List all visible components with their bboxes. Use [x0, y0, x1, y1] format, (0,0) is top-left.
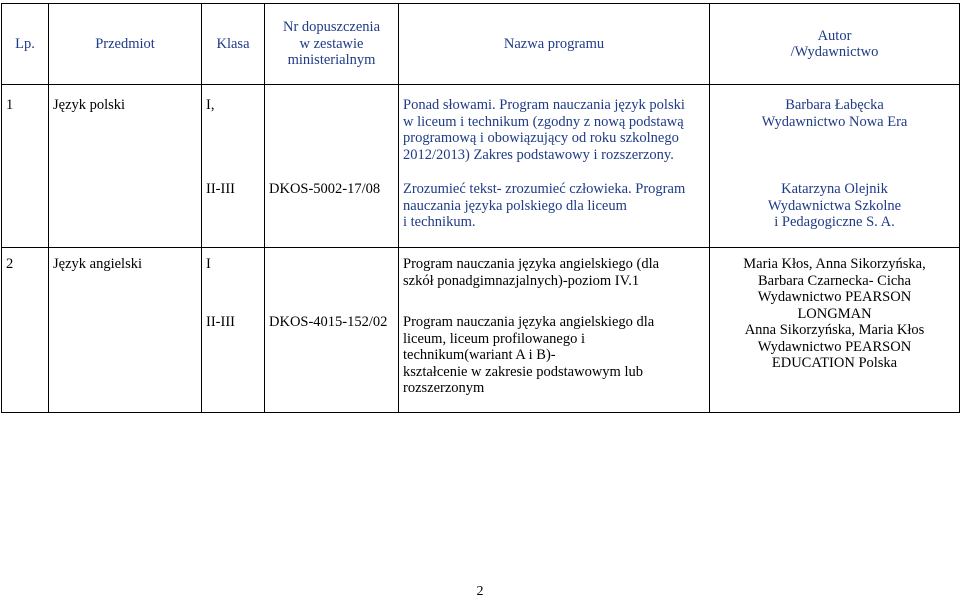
row-autor: Maria Kłos, Anna Sikorzyńska, Barbara Czarnecka- Cicha Wydawnictwo PEARSON LONGMAN Anna Sikorzyńska, Maria Kłos Wydawnictwo PEARSON EDUCATION Polska — [710, 248, 960, 413]
header-przedmiot: Przedmiot — [49, 4, 202, 85]
row-autor: Barbara Łabęcka Wydawnictwo Nowa Era — [710, 85, 960, 172]
table-row — [2, 171, 960, 248]
table-row — [2, 248, 960, 315]
header-nr-dopuszczenia: Nr dopuszczenia w zestawie ministerialnym — [265, 4, 399, 85]
program-table — [1, 3, 960, 413]
table-row — [2, 85, 960, 172]
row-program: Ponad słowami. Program nauczania język polski w liceum i technikum (zgodny z nową podstawą programową i obowiązujący od roku szkolnego 2012/2013) Zakres podstawowy i rozszerzony. — [399, 85, 710, 172]
row-nr: DKOS-4015-152/02 — [265, 314, 399, 413]
row-klasa: I, — [202, 85, 265, 172]
row-przedmiot: Język polski — [49, 85, 202, 172]
row-nr — [265, 85, 399, 172]
row-nr — [265, 248, 399, 315]
row-przedmiot: Język angielski — [49, 248, 202, 315]
header-row — [2, 4, 960, 85]
row-lp: 1 — [2, 85, 49, 172]
header-autor: Autor /Wydawnictwo — [710, 4, 960, 85]
row-program: Zrozumieć tekst- zrozumieć człowieka. Program nauczania języka polskiego dla liceum i technikum. — [399, 171, 710, 248]
row-klasa: I — [202, 248, 265, 315]
header-klasa: Klasa — [202, 4, 265, 85]
row-autor: Katarzyna Olejnik Wydawnictwa Szkolne i Pedagogiczne S. A. — [710, 171, 960, 248]
header-nazwa-programu: Nazwa programu — [399, 4, 710, 85]
row-lp: 2 — [2, 248, 49, 315]
page-number: 2 — [476, 584, 484, 599]
header-lp: Lp. — [2, 4, 49, 85]
row-nr: DKOS-5002-17/08 — [265, 171, 399, 248]
row-program: Program nauczania języka angielskiego dla liceum, liceum profilowanego i technikum(wariant A i B)- kształcenie w zakresie podstawowym lub rozszerzonym — [399, 314, 710, 413]
row-klasa: II-III — [202, 171, 265, 248]
row-klasa: II-III — [202, 314, 265, 413]
row-program: Program nauczania języka angielskiego (dla szkół ponadgimnazjalnych)-poziom IV.1 — [399, 248, 710, 315]
